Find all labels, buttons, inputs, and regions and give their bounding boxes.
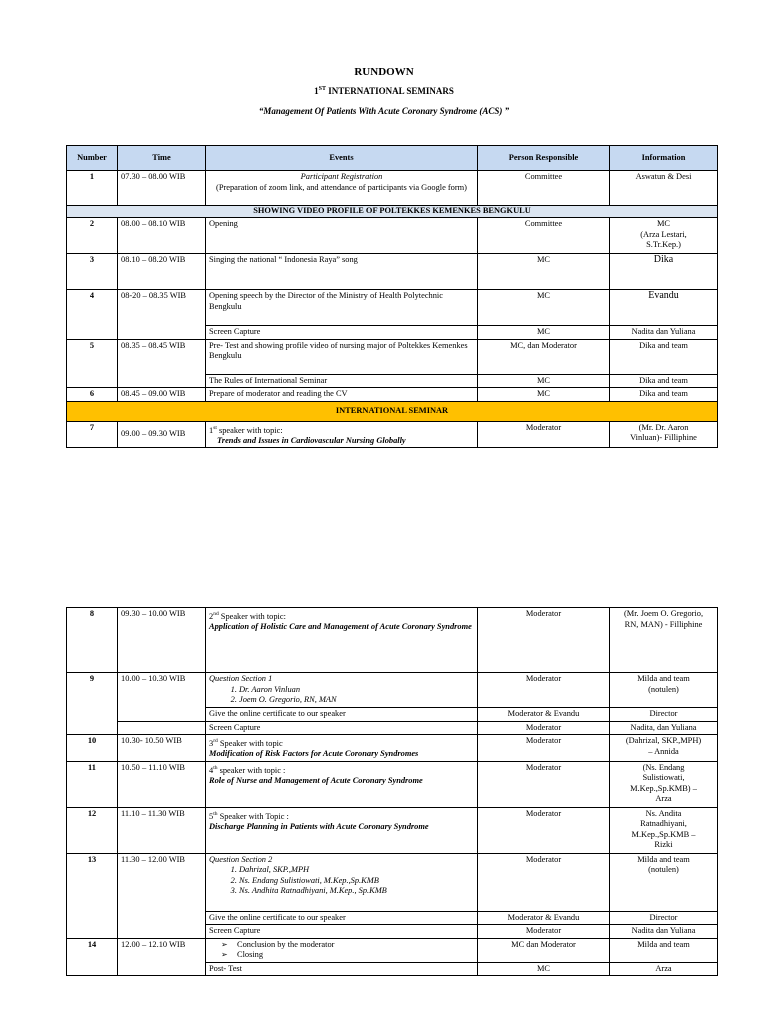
row-number: 14 [67, 938, 118, 976]
row-person: Moderator [478, 853, 610, 911]
list-item: ➢ Closing [223, 950, 474, 961]
row-event: Opening speech by the Director of the Ministry of Health Polytechnic Bengkulu [206, 290, 478, 326]
speaker-ordinal-suffix: rd [213, 738, 218, 744]
table-subrow [67, 721, 718, 735]
subtitle-ordinal: 1 [314, 86, 319, 96]
speaker-intro-text: speaker with topic: [216, 425, 283, 435]
subrow-info: Director [610, 708, 718, 722]
speaker-topic: Application of Holistic Care and Management of Acute Coronary Syndrome [209, 622, 472, 632]
row-person: MC [478, 254, 610, 290]
speaker-intro [209, 736, 474, 749]
closing-list [209, 940, 474, 961]
row-event [206, 735, 478, 762]
list-item: 1. Dr. Aaron Vinluan [239, 685, 474, 696]
row-person: Moderator [478, 421, 610, 448]
event-description: (Preparation of zoom link, and attendance of participants via Google form) [216, 182, 467, 192]
subrow-person: Moderator & Evandu [478, 708, 610, 722]
subrow-person: Moderator [478, 721, 610, 735]
row-time: 12.00 – 12.10 WIB [118, 938, 206, 976]
row-info: (Mr. Joem O. Gregorio, RN, MAN) - Filliphine [610, 608, 718, 673]
table-row [67, 938, 718, 962]
row-info: MC (Arza Lestari, S.Tr.Kep.) [610, 218, 718, 254]
subrow-info: Nadita dan Yuliana [610, 925, 718, 939]
row-event [206, 807, 478, 853]
seminar-theme: “Management Of Patients With Acute Coronary Syndrome (ACS) ” [258, 106, 510, 116]
row-person: Committee [478, 218, 610, 254]
column-header-information: Information [610, 146, 718, 171]
row-person: MC, dan Moderator [478, 339, 610, 374]
row-event: Opening [206, 218, 478, 254]
row-number: 4 [67, 290, 118, 340]
row-info: Aswatun & Desi [610, 171, 718, 206]
row-number: 1 [67, 171, 118, 206]
speaker-ordinal: 3 [209, 738, 214, 748]
speaker-intro-text: Speaker with topic [217, 738, 283, 748]
section-band-label: INTERNATIONAL SEMINAR [67, 401, 718, 421]
row-person: Moderator [478, 735, 610, 762]
row-time: 08.00 – 08.10 WIB [118, 218, 206, 254]
row-event [206, 171, 478, 206]
speaker-intro-text: Speaker with topic: [218, 611, 286, 621]
speaker-intro [209, 609, 474, 622]
event-title: Question Section 2 [209, 854, 273, 864]
row-time: 09.30 – 10.00 WIB [118, 608, 206, 673]
row-event [206, 673, 478, 708]
row-number: 3 [67, 254, 118, 290]
document-subtitle [0, 86, 768, 96]
speaker-intro [209, 423, 474, 436]
speaker-topic: Trends and Issues in Cardiovascular Nursing Globally [217, 435, 406, 445]
column-header-time: Time [118, 146, 206, 171]
table-row [67, 290, 718, 326]
row-person: Moderator [478, 673, 610, 708]
row-number: 13 [67, 853, 118, 938]
section-band [67, 206, 718, 218]
row-person: Committee [478, 171, 610, 206]
section-band [67, 401, 718, 421]
subtitle-ordinal-suffix: ST [318, 86, 326, 92]
row-event [206, 853, 478, 911]
row-time: 10.00 – 10.30 WIB [118, 673, 206, 722]
speaker-ordinal: 1 [209, 425, 214, 435]
row-time: 10.30- 10.50 WIB [118, 735, 206, 762]
list-item: 2. Ns. Endang Sulistiowati, M.Kep.,Sp.KMB [239, 876, 474, 887]
row-info: Dika [610, 254, 718, 290]
table-row [67, 421, 718, 448]
table-header-row [67, 146, 718, 171]
speaker-intro-text: speaker with topic : [217, 765, 286, 775]
speaker-topic: Role of Nurse and Management of Acute Coronary Syndrome [209, 776, 423, 786]
list-item: ➢ Conclusion by the moderator [223, 940, 474, 951]
row-number: 10 [67, 735, 118, 762]
section-band-label: SHOWING VIDEO PROFILE OF POLTEKKES KEMENKES BENGKULU [67, 206, 718, 218]
row-info: Dika and team [610, 388, 718, 402]
subrow-person: MC [478, 962, 610, 976]
row-number: 5 [67, 339, 118, 388]
speaker-ordinal-suffix: st [213, 424, 217, 431]
row-info: Evandu [610, 290, 718, 326]
table-row [67, 735, 718, 762]
subrow-info: Dika and team [610, 374, 718, 388]
table-row [67, 388, 718, 402]
subrow-person: Moderator & Evandu [478, 911, 610, 925]
row-info: Dika and team [610, 339, 718, 374]
row-time: 08.45 – 09.00 WIB [118, 388, 206, 402]
row-number: 6 [67, 388, 118, 402]
row-time: 09.00 – 09.30 WIB [118, 421, 206, 448]
row-person: MC [478, 388, 610, 402]
list-item: 3. Ns. Andhita Ratnadhiyani, M.Kep., Sp.KMB [239, 886, 474, 897]
subrow-person: MC [478, 326, 610, 340]
row-person: Moderator [478, 608, 610, 673]
row-time: 08.35 – 08.45 WIB [118, 339, 206, 388]
subrow-info: Nadita dan Yuliana [610, 326, 718, 340]
table-row [67, 761, 718, 807]
row-event: Singing the national “ Indonesia Raya” song [206, 254, 478, 290]
column-header-person: Person Responsible [478, 146, 610, 171]
subrow-event: Give the online certificate to our speaker [206, 708, 478, 722]
row-info: Milda and team [610, 938, 718, 962]
table-row [67, 339, 718, 374]
subrow-info: Director [610, 911, 718, 925]
speaker-topic: Modification of Risk Factors for Acute Coronary Syndromes [209, 749, 419, 759]
event-title: Participant Registration [300, 172, 383, 181]
speaker-intro [209, 809, 474, 822]
row-person: MC dan Moderator [478, 938, 610, 962]
row-event: Pre- Test and showing profile video of nursing major of Poltekkes Kemenkes Bengkulu [206, 339, 478, 374]
row-time: 11.30 – 12.00 WIB [118, 853, 206, 938]
row-number: 2 [67, 218, 118, 254]
column-header-events: Events [206, 146, 478, 171]
subrow-event: Post- Test [206, 962, 478, 976]
list-item: 1. Dahrizal, SKP.,MPH [239, 865, 474, 876]
speaker-ordinal: 5 [209, 811, 214, 821]
row-person: Moderator [478, 807, 610, 853]
row-time: 08-20 – 08.35 WIB [118, 290, 206, 340]
row-time: 11.10 – 11.30 WIB [118, 807, 206, 853]
speaker-ordinal-suffix: th [213, 764, 218, 771]
subrow-event: Screen Capture [206, 326, 478, 340]
row-event [206, 608, 478, 673]
subrow-person: MC [478, 374, 610, 388]
row-event [206, 938, 478, 962]
speaker-list [209, 685, 474, 706]
row-info: (Ns. Endang Sulistiowati, M.Kep.,Sp.KMB) – Arza [610, 761, 718, 807]
table-row [67, 807, 718, 853]
row-time: 07.30 – 08.00 WIB [118, 171, 206, 206]
event-title: Question Section 1 [209, 674, 273, 683]
speaker-ordinal: 2 [209, 611, 214, 621]
subrow-event: Screen Capture [206, 925, 478, 939]
row-info: Ns. Andita Ratnadhiyani, M.Kep.,Sp.KMB – Rizki [610, 807, 718, 853]
list-item: 2. Joem O. Gregorio, RN, MAN [239, 695, 474, 706]
table-row [67, 254, 718, 290]
subrow-event: The Rules of International Seminar [206, 374, 478, 388]
subrow-person: Moderator [478, 925, 610, 939]
document-title: RUNDOWN [354, 66, 414, 78]
subtitle-text: INTERNATIONAL SEMINARS [325, 86, 454, 96]
row-person: Moderator [478, 761, 610, 807]
subrow-info: Nadita, dan Yuliana [610, 721, 718, 735]
row-event: Prepare of moderator and reading the CV [206, 388, 478, 402]
row-info: (Mr. Dr. Aaron Vinluan)- Filliphine [610, 421, 718, 448]
row-person: MC [478, 290, 610, 326]
speaker-list [209, 865, 474, 897]
row-info: (Dahrizal, SKP.,MPH) – Annida [610, 735, 718, 762]
row-number: 9 [67, 673, 118, 735]
speaker-intro-text: Speaker with Topic : [217, 811, 289, 821]
speaker-ordinal-suffix: nd [213, 611, 219, 617]
subrow-event: Give the online certificate to our speaker [206, 911, 478, 925]
row-time: 08.10 – 08.20 WIB [118, 254, 206, 290]
row-number: 8 [67, 608, 118, 673]
speaker-ordinal: 4 [209, 765, 214, 775]
table-row [67, 171, 718, 206]
row-event [206, 761, 478, 807]
rundown-table-part-1 [66, 145, 718, 448]
table-row [67, 608, 718, 673]
subrow-event: Screen Capture [206, 721, 478, 735]
row-event [206, 421, 478, 448]
row-time-blank [118, 721, 206, 735]
subrow-info: Arza [610, 962, 718, 976]
table-row [67, 673, 718, 708]
row-number: 11 [67, 761, 118, 807]
speaker-intro [209, 763, 474, 776]
row-number: 12 [67, 807, 118, 853]
row-number: 7 [67, 421, 118, 448]
row-time: 10.50 – 11.10 WIB [118, 761, 206, 807]
column-header-number: Number [67, 146, 118, 171]
row-info: Milda and team (notulen) [610, 853, 718, 911]
speaker-ordinal-suffix: th [213, 810, 218, 817]
table-row [67, 853, 718, 911]
speaker-topic: Discharge Planning in Patients with Acute Coronary Syndrome [209, 822, 429, 832]
table-row [67, 218, 718, 254]
rundown-table-part-2 [66, 607, 718, 976]
row-info: Milda and team (notulen) [610, 673, 718, 708]
